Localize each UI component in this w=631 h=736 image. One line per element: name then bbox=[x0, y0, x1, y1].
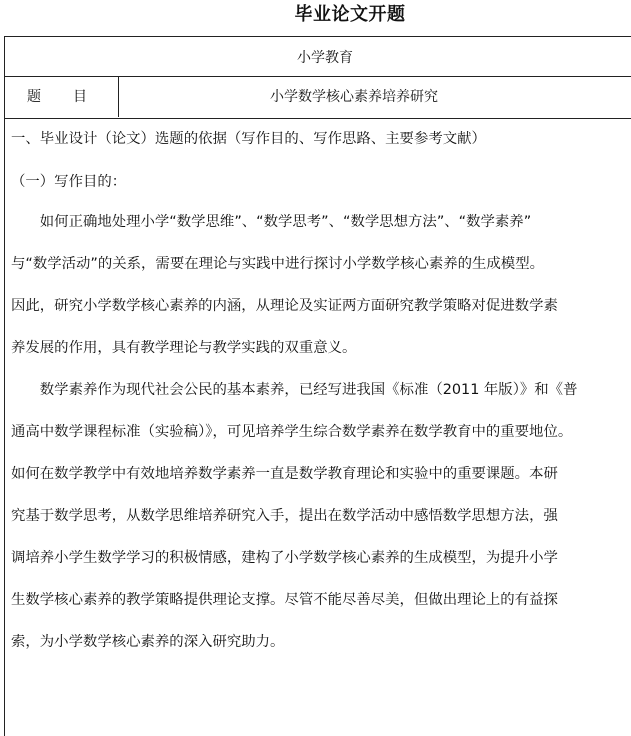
paragraph-line: 调培养小学生数学学习的积极情感，建构了小学数学核心素养的生成模型，为提升小学 bbox=[11, 550, 558, 566]
paragraph-line: 与“数学活动”的关系，需要在理论与实践中进行探讨小学数学核心素养的生成模型。 bbox=[11, 256, 544, 272]
paragraph-line: 生数学核心素养的教学策略提供理论支撑。尽管不能尽善尽美，但做出理论上的有益探 bbox=[11, 592, 558, 608]
topic-label-char-2: 目 bbox=[73, 89, 87, 105]
paragraph-line: 数学素养作为现代社会公民的基本素养，已经写进我国《标准（2011 年版）》和《普 bbox=[11, 382, 578, 398]
topic-row bbox=[5, 77, 631, 119]
major-row bbox=[5, 37, 631, 77]
major-text: 小学教育 bbox=[297, 49, 353, 66]
proposal-table bbox=[4, 36, 631, 736]
topic-label bbox=[5, 77, 119, 117]
paragraph-line: 究基于数学思考，从数学思维培养研究入手，提出在数学活动中感悟数学思想方法，强 bbox=[11, 508, 558, 524]
topic-value: 小学数学核心素养培养研究 bbox=[270, 89, 438, 105]
paragraph-line: 养发展的作用，具有教学理论与教学实践的双重意义。 bbox=[11, 340, 357, 356]
topic-label-char-1: 题 bbox=[27, 89, 41, 105]
section-heading: 一、毕业设计（论文）选题的依据（写作目的、写作思路、主要参考文献） bbox=[11, 131, 486, 147]
paragraph-line: 如何正确地处理小学“数学思维”、“数学思考”、“数学思想方法”、“数学素养” bbox=[11, 214, 532, 230]
paragraph-line: 索，为小学数学核心素养的深入研究助力。 bbox=[11, 634, 285, 650]
subsection-heading: （一）写作目的： bbox=[11, 174, 127, 190]
document-title: 毕业论文开题 bbox=[294, 4, 406, 25]
paragraph-line: 如何在数学教学中有效地培养数学素养一直是数学教育理论和实验中的重要课题。本研 bbox=[11, 466, 558, 482]
paragraph-line: 通高中数学课程标准（实验稿）》，可见培养学生综合数学素养在数学教育中的重要地位。 bbox=[11, 424, 573, 440]
paragraph-line: 因此，研究小学数学核心素养的内涵，从理论及实证两方面研究教学策略对促进数学素 bbox=[11, 298, 558, 314]
